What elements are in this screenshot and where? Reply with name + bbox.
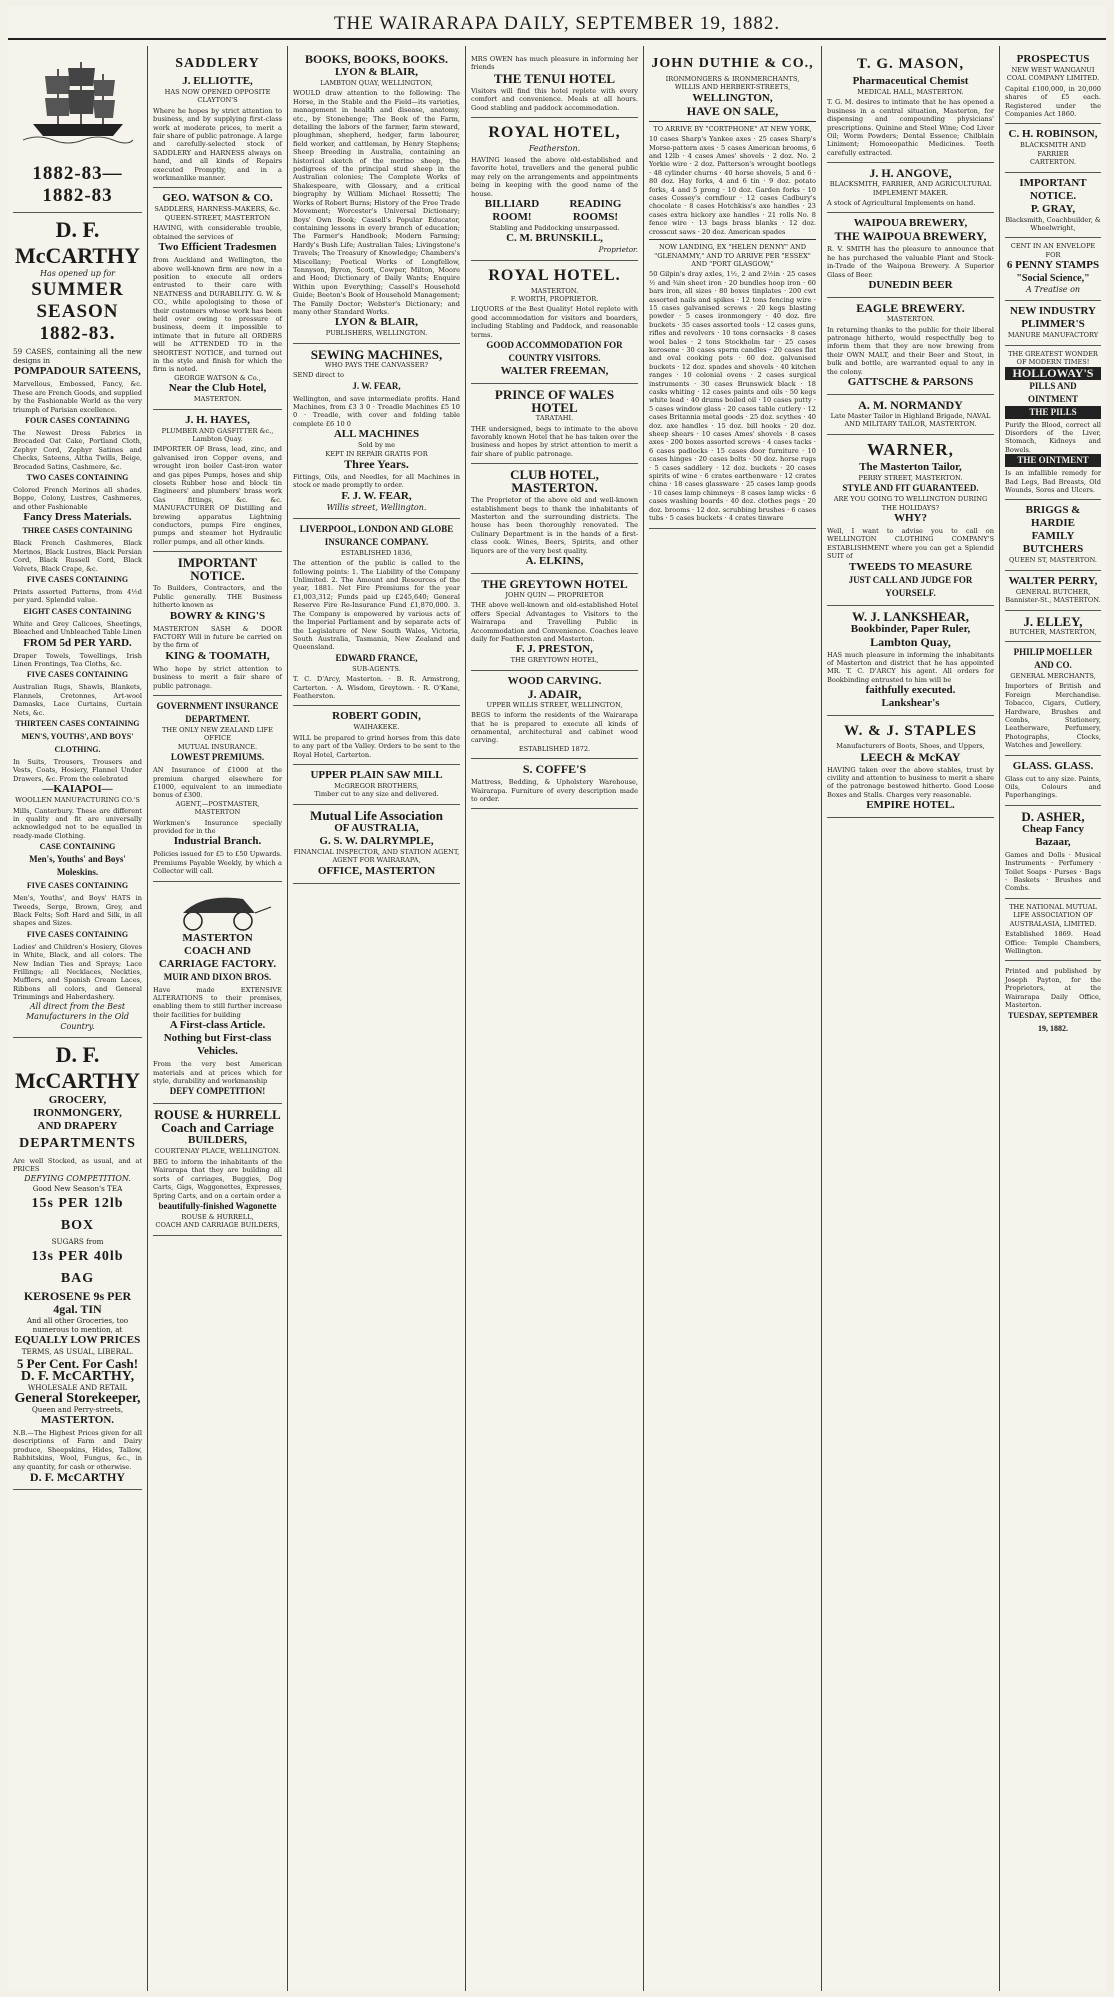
mutual-insurance: MUTUAL INSURANCE. xyxy=(177,742,258,751)
lyon-blair-2: LYON & BLAIR, xyxy=(334,316,419,329)
billiard-room: BILLIARD ROOM! xyxy=(484,198,540,224)
coach-title: MASTERTON xyxy=(182,931,253,944)
royal-hotel-featherston: ROYAL HOTEL, xyxy=(488,124,621,142)
tweeds-measure: TWEEDS TO MEASURE xyxy=(848,560,973,573)
king-toomath: KING & TOOMATH, xyxy=(165,649,270,662)
woollen-text: WOOLLEN MANUFACTURING CO.'S xyxy=(15,796,140,805)
storekeeper: General Storekeeper, xyxy=(14,1390,141,1406)
angove-blacksmith: BLACKSMITH, FARRIER, AND AGRICULTURAL IMPLEMENT MAKER. xyxy=(829,180,992,197)
gov-insurance: GOVERNMENT INSURANCE DEPARTMENT. xyxy=(156,700,279,724)
to-arrive: TO ARRIVE BY "CORTPHONE" AT NEW YORK, xyxy=(653,124,812,133)
grocery: GROCERY, xyxy=(48,1093,107,1106)
the-pills: THE PILLS xyxy=(1005,406,1101,419)
kept-repair: KEPT IN REPAIR GRATIS FOR xyxy=(325,449,428,458)
greytown-hotel-2: THE GREYTOWN HOTEL, xyxy=(510,656,599,665)
rouse-hurrell: ROUSE & HURRELL xyxy=(154,1107,281,1123)
proprietor: Proprietor. xyxy=(598,245,638,255)
wholesale-text: WHOLESALE AND RETAIL xyxy=(27,1382,128,1392)
terms-text: TERMS, AS USUAL, LIBERAL. xyxy=(21,1347,134,1357)
willis-street: Willis street, Wellington. xyxy=(326,502,427,512)
wood-carving: WOOD CARVING. xyxy=(507,674,602,687)
defy-competition: DEFY COMPETITION! xyxy=(169,1086,266,1097)
the-ointment: THE OINTMENT xyxy=(1005,454,1101,467)
agent-wairarapa: AGENT FOR WAIRARAPA, xyxy=(332,856,421,865)
elley-name: J. ELLEY, xyxy=(1023,613,1083,629)
sewing-heading: SEWING MACHINES, xyxy=(310,346,443,362)
column-4: MRS OWEN has much pleasure in informing her friends THE TENUI HOTEL Visitors will find this hotel replete with every comfort and convenience. Meals at all hours. Good stabling and paddock accommodation. ROYAL HOTEL, Featherston. HAVING leased the above old-established and favorite hotel, travellers and the general public may rely on the arrangements and appointments being in keeping with the good name of the house. BILLIARD ROOM! READING ROOMS! Stabling and Paddocking unsurpassed. C. M. BRUNSKILL, Proprietor. ROYAL HOTEL. MASTERTON. F. WORTH, PROPRIETOR. LIQUORS of the Best Quality! Hotel replete with good accommodation for visitors and boarders, including Stabling and Paddock, and reasonable terms. GOOD ACCOMMODATION FOR COUNTRY VISITORS. WALTER FREEMAN, PRINCE OF WALES HOTEL TARATAHI. THE undersigned, begs to intimate to the above favorably known Hotel that he has taken over the business and hopes by strict attention to merit a fair share of public patronage. CLUB HOTEL, MASTERTON. The Proprietor of the above old and well-known establishment begs to thank the inhabitants of Masterton and the surrounding districts. The house has been thoroughly renovated. The Culinary Department is in the hands of a first-class cook. Wines, Beers, Spirits, and other liquors are of the very best quality. A. ELKINS, THE GREYTOWN HOTEL JOHN QUIN — PROPRIETOR THE above well-known and old-established Hotel offers Special Advantages to Visitors to the Wairarapa and Travelling Public in Accommodation and Convenience. Coaches leave daily for Featherston and Masterton. F. J. PRESTON, THE GREYTOWN HOTEL, WOOD CARVING. J. ADAIR, UPPER WILLIS STREET, WELLINGTON, BEGS to inform the residents of the Wairarapa that he is prepared to execute all kinds of ornamental, architectural and cabinet wood carving. ESTABLISHED 1872. S. COFFE'S Mattress, Bedding, & Upholstery Warehouse, Wairarapa. Furniture of every description made to order. xyxy=(466,46,644,1991)
two-cases: TWO CASES CONTAINING xyxy=(26,473,129,483)
medical-hall: MEDICAL HALL, MASTERTON. xyxy=(857,88,964,96)
column-7: PROSPECTUS NEW WEST WANGANUI COAL COMPANY LIMITED. Capital £100,000, in 20,000 shares of £5 each. Registered under the Companies Act 1860. C. H. ROBINSON, BLACKSMITH AND FARRIER CARTERTON. IMPORTANT NOTICE. P. GRAY, Blacksmith, Coachbuilder, & Wheelwright, CENT IN AN ENVELOPE FOR 6 PENNY STAMPS "Social Science," A Treatise on NEW INDUSTRY PLIMMER'S MANURE MANUFACTORY THE GREATEST WONDER OF MODERN TIMES! HOLLOWAY'S PILLS AND OINTMENT THE PILLS Purify the Blood, correct all Disorders of the Liver, Stomach, Kidneys and Bowels. THE OINTMENT Is an infallible remedy for Bad Legs, Bad Breasts, Old Wounds, Sores and Ulcers. BRIGGS & HARDIE FAMILY BUTCHERS QUEEN ST, MASTERTON. WALTER PERRY, GENERAL BUTCHER, Bannister-St., MASTERTON. J. ELLEY, BUTCHER, MASTERTON, PHILIP MOELLER AND CO. GENERAL MERCHANTS, Importers of British and Foreign Merchandise. Tobacco, Cigars, Cutlery, Hardware, Brushes and Combs, Stationery, Leatherware, Perfumery, Photographs, Clocks, Watches and Jewellery. GLASS. GLASS. Glass cut to any size. Paints, Oils, Colours and Paperhangings. D. ASHER, Cheap Fancy Bazaar, Games and Dolls · Musical Instruments · Perfumery · Toilet Soaps · Purses · Bags · Baskets · Brushes and Combs. THE NATIONAL MUTUAL LIFE ASSOCIATION OF AUSTRALASIA, LIMITED. Established 1869. Head Office: Temple Chambers, Wellington. Printed and published by Joseph Payton, for the Proprietors, at the Wairarapa Daily Office, Masterton. TUESDAY, SEPTEMBER 19, 1882. xyxy=(1000,46,1106,1991)
manure-factory: MANURE MANUFACTORY xyxy=(1007,331,1099,340)
years-heading: 1882-83—1882-83 xyxy=(32,163,123,206)
preston: F. J. PRESTON, xyxy=(516,643,593,656)
owen-intro: MRS OWEN has much pleasure in informing her friends xyxy=(471,55,638,72)
newspaper-page xyxy=(8,6,1106,1991)
quin-proprietor: JOHN QUIN — PROPRIETOR xyxy=(505,590,604,599)
kerosene-price: KEROSENE 9s PER 4gal. TIN xyxy=(23,1288,132,1316)
mutual-life: Mutual Life Association xyxy=(310,807,443,823)
coach-builders: Coach and Carriage xyxy=(161,1120,274,1136)
hayes-name: J. H. HAYES, xyxy=(185,413,250,426)
fear-name-2: F. J. W. FEAR, xyxy=(341,489,412,502)
penny-stamps: 6 PENNY STAMPS xyxy=(1006,259,1100,272)
leech-mckay: LEECH & McKAY xyxy=(860,749,961,764)
tenui-hotel: THE TENUI HOTEL xyxy=(493,70,616,86)
plimmer: PLIMMER'S xyxy=(1021,318,1085,331)
saddlers-text: SADDLERS, HARNESS-MAKERS, &c. xyxy=(154,205,281,214)
dalrymple: G. S. W. DALRYMPLE, xyxy=(319,834,434,847)
duthie-wellington: WELLINGTON, xyxy=(692,91,773,104)
lowest-premiums: LOWEST PREMIUMS. xyxy=(170,752,265,763)
four-cases: FOUR CASES CONTAINING xyxy=(25,416,130,426)
town-text: MASTERTON. xyxy=(40,1413,115,1426)
holloways: HOLLOWAY'S xyxy=(1005,367,1101,380)
departments: DEPARTMENTS xyxy=(19,1135,136,1151)
lambton-quay: LAMBTON QUAY, WELLINGTON, xyxy=(320,79,433,87)
carterton: CARTERTON. xyxy=(1030,158,1076,167)
willis-herbert: WILLIS AND HERBERT-STREETS, xyxy=(674,83,791,92)
bookbinder: Bookbinder, Paper Ruler, xyxy=(850,622,971,635)
discount-text: 5 Per Cent. For Cash! xyxy=(16,1355,139,1371)
reading-rooms: READING ROOMS! xyxy=(569,198,622,224)
upper-plain: UPPER PLAIN SAW MILL xyxy=(310,768,443,781)
rouse-hurrell-2: ROUSE & HURRELL, xyxy=(181,1212,254,1221)
robinson-name: C. H. ROBINSON, xyxy=(1008,128,1098,141)
publishers: PUBLISHERS, WELLINGTON. xyxy=(325,329,428,338)
gattsche-parsons: GATTSCHE & PARSONS xyxy=(847,375,974,388)
pompadour-heading: POMPADOUR SATEENS, xyxy=(14,365,141,378)
dunedin-beer: DUNEDIN BEER xyxy=(868,279,953,292)
moleskins: Men's, Youths' and Boys' Moleskins. xyxy=(29,854,126,878)
defying-text: DEFYING COMPETITION. xyxy=(24,1173,131,1183)
coach-builders-full: COACH AND CARRIAGE BUILDERS, xyxy=(155,1221,280,1230)
iron-merchants: IRONMONGERS & IRONMERCHANTS, xyxy=(665,75,800,83)
sub-agents: SUB-AGENTS. xyxy=(352,664,401,673)
freeman: WALTER FREEMAN, xyxy=(500,365,609,378)
good-accommodation: GOOD ACCOMMODATION FOR COUNTRY VISITORS. xyxy=(486,340,623,364)
column-1: 1882-83—1882-83 D. F. McCARTHY Has opened up for SUMMER SEASON 1882-83. 59 CASES, containing all the new designs in POMPADOUR SATEENS, Marvellous, Embossed, Fancy, &c. These are French Goods, and supplied by the Fashionable World as the very triumph of Parisian excellence. FOUR CASES CONTAINING The Newest Dress Fabrics in Brocaded Oat Cake, Portland Cloth, Zephyr Cord, Zephyr Satines and Checks, Sateens, Altha Twills, Beige, Brocaded Satins, Cashmere, &c. TWO CASES CONTAINING Colored French Merinos all shades, Boppe, Colony, Lustres, Cashmeres, and other Fashionable Fancy Dress Materials. THREE CASES CONTAINING Black French Cashmeres, Black Merinos, Black Lustres, Black Persian Cord, Black Russell Cord, Black Velvets, Black Crape, &c. FIVE CASES CONTAINING Prints assorted Patterns, from 4½d per yard. Splendid value. EIGHT CASES CONTAINING White and Grey Calicoes, Sheetings, Bleached and Unbleached Table Linen FROM 5d PER YARD. Draper Towels, Towellings, Irish Linen Frontings, Tea Cloths, &c. FIVE CASES CONTAINING Australian Rugs, Shawls, Blankets, Flannels, Cretonnes, Art-wool Damasks, Lace Curtains, Curtain Nets, &c. THIRTEEN CASES CONTAINING MEN'S, YOUTHS', AND BOYS' CLOTHING. In Suits, Trousers, Trousers and Vests, Coats, Hosiery, Flannel Under Drawers, &c. From the celebrated —KAIAPOI— WOOLLEN MANUFACTURING CO.'S Mills, Canterbury. These are different in quality and fit are universally acknowledged not to be equalled in ready-made Clothing. CASE CONTAINING Men's, Youths' and Boys' Moleskins. FIVE CASES CONTAINING Men's, Youths', and Boys' HATS in Tweeds, Serge, Brown, Grey, and Black Felts; Soft Hard and Silk, in all shapes and Sizes. FIVE CASES CONTAINING Ladies' and Children's Hosiery, Gloves in White, Black, and all colors. The New Indian Ties and Sprays; Lace Frillings; all Necklaces, Neckties, Mufflers, and Spanish Cream Laces, Ribbons all colors, and General Trimmings and Haberdashery. All direct from the Best Manufacturers in the Old Country. D. F. McCARTHY GROCERY, IRONMONGERY, AND DRAPERY DEPARTMENTS Are well Stocked, as usual, and at PRICES DEFYING COMPETITION. Good New Season's TEA 15s PER 12lb BOX SUGARS from 13s PER 40lb BAG KEROSENE 9s PER 4gal. TIN And all other Groceries, too numerous to mention, at EQUALLY LOW PRICES TERMS, AS USUAL, LIBERAL. 5 Per Cent. For Cash! D. F. McCARTHY, WHOLESALE AND RETAIL General Storekeeper, Queen and Perry-streets, MASTERTON. N.B.—The Highest Prices given for all descriptions of Farm and Dairy produce, Sheepskins, Hides, Tallow, Rabbitskins, Wool, Fungus, &c., in any quantity, for cash or otherwise. D. F. McCARTHY xyxy=(8,46,148,1991)
carriage-illustration xyxy=(153,886,282,932)
cases-text: 59 CASES, containing all the new designs in xyxy=(13,347,142,366)
ship-illustration xyxy=(13,49,142,159)
workmen-text: Workmen's Insurance specially provided for in the xyxy=(153,818,282,835)
mcgregor: McGREGOR BROTHERS, xyxy=(334,781,419,790)
treatise: A Treatise on xyxy=(1025,285,1081,295)
national-mutual: THE NATIONAL MUTUAL LIFE ASSOCIATION OF AUSTRALASIA, LIMITED. xyxy=(1009,902,1097,928)
industrial-branch: Industrial Branch. xyxy=(173,835,262,848)
only-office: THE ONLY NEW ZEALAND LIFE OFFICE xyxy=(162,725,273,743)
australia: OF AUSTRALIA, xyxy=(334,821,419,834)
faithfully-executed: faithfully executed. xyxy=(865,684,956,697)
five-cases: FIVE CASES CONTAINING xyxy=(26,574,129,584)
streets-text: Queen and Perry-streets, xyxy=(31,1404,124,1414)
warner-name: WARNER, xyxy=(867,439,954,459)
mccarthy-name-2: D. F. McCARTHY xyxy=(14,1041,141,1093)
mccarthy-name-3: D. F. McCARTHY, xyxy=(20,1368,135,1384)
office-masterton: OFFICE, MASTERTON xyxy=(317,864,436,877)
elliotte-name: J. ELLIOTTE, xyxy=(182,75,253,87)
prince-of-wales-hotel: PRINCE OF WALES HOTEL xyxy=(494,387,615,416)
plumber-title: PLUMBER AND GASFITTER &c., Lambton Quay. xyxy=(161,426,274,443)
beautifully-finished: beautifully-finished Wagonette xyxy=(158,1200,277,1211)
column-2: SADDLERY J. ELLIOTTE, HAS NOW OPENED OPPOSITE CLAYTON'S Where he hopes by strict attention to business, and by supplying first-class work at moderate prices, to merit a fair share of public patronage. A large and carefully-selected stock of SADDLERY and HARNESS always on hand, and all kinds of Repairs executed Promptly, and in a workmanlike manner. GEO. WATSON & CO. SADDLERS, HARNESS-MAKERS, &c. QUEEN-STREET, MASTERTON HAVING, with considerable trouble, obtained the services of Two Efficient Tradesmen from Auckland and Wellington, the above well-known firm are now in a position to execute all orders entrusted to their care with NEATNESS and DURABILITY. G. W. & CO., while apologising to those of their customers whose work has been held over owing to pressure of business, deem it impossible to intimate that in future all ORDERS will be ATTENDED TO in the SHORTEST NOTICE, and turned out in the style and finish for which the firm is noted. GEORGE WATSON & Co., Near the Club Hotel, MASTERTON. J. H. HAYES, PLUMBER AND GASFITTER &c., Lambton Quay. IMPORTER OF Brass, lead, zinc, and galvanised iron Copper ovens, and wrought iron boiler Cast-iron water and gas pipes Pumps, hoses and ship closets Rubber hose and block tin Engineers' and plumbers' brass work Gas fittings, &c. &c. MANUFACTURER OF Distilling and brewing apparatus Lightning conductors, pumps Fire engines, pumps and steamer hot Hydraulic roller pumps, and all other kinds. IMPORTANT NOTICE. To Builders, Contractors, and the Public generally. THE Business hitherto known as BOWRY & KING'S MASTERTON SASH & DOOR FACTORY Will in future be carried on by the firm of KING & TOOMATH, Who hope by strict attention to business to merit a fair share of public patronage. GOVERNMENT INSURANCE DEPARTMENT. THE ONLY NEW ZEALAND LIFE OFFICE MUTUAL INSURANCE. LOWEST PREMIUMS. AN Insurance of £1000 at the premium charged elsewhere for £1000, equivalent to an immediate bonus of £300. AGENT,—POSTMASTER, MASTERTON Workmen's Insurance specially provided for in the Industrial Branch. Policies issued for £5 to £50 Upwards. Premiums Payable Weekly, by which a Collector will call. MASTERTON COACH AND CARRIAGE FACTORY. MUIR AND DIXON BROS. Have made EXTENSIVE ALTERATIONS to their premises, enabling them to still further increase their facilities for building A First-class Article. Nothing but First-class Vehicles. From the very best American materials and at prices which for style, durability and workmanship DEFY COMPETITION! ROUSE & HURRELL Coach and Carriage BUILDERS, COURTENAY PLACE, WELLINGTON. BEG to inform the inhabitants of the Wairarapa that they are building all sorts of carriages, Buggies, Dog Carts, Gigs, Waggonettes, Expresses, Spring Carts, and on a certain order a beautifully-finished Wagonette ROUSE & HURRELL, COACH AND CARRIAGE BUILDERS, xyxy=(148,46,288,1991)
important-notice: IMPORTANT NOTICE. xyxy=(177,555,258,584)
three-cases: THREE CASES CONTAINING xyxy=(22,526,133,536)
duthie-name: JOHN DUTHIE & CO., xyxy=(651,56,814,71)
calicoes-text: White and Grey Calicoes, Sheetings, Bleached and Unbleached Table Linen xyxy=(13,619,142,637)
agent-postmaster: AGENT,—POSTMASTER, MASTERTON xyxy=(175,799,260,817)
eagle-brewery: EAGLE BREWERY. xyxy=(856,301,965,316)
liverpool-insurance: LIVERPOOL, LONDON AND GLOBE INSURANCE COMPANY. xyxy=(299,523,454,547)
glass-heading: GLASS. GLASS. xyxy=(1012,759,1094,772)
why: WHY? xyxy=(894,511,927,524)
books-heading: BOOKS, BOOKS, BOOKS. xyxy=(304,52,449,66)
courtenay-place: COURTENAY PLACE, WELLINGTON. xyxy=(154,1147,281,1156)
new-industry: NEW INDUSTRY xyxy=(1010,305,1096,318)
edward-france: EDWARD FRANCE, xyxy=(335,652,418,663)
normandy-name: A. M. NORMANDY xyxy=(858,397,963,412)
walter-perry: WALTER PERRY, xyxy=(1008,574,1098,587)
brewery-heading: WAIPOUA BREWERY, xyxy=(853,217,968,230)
lyon-blair: LYON & BLAIR, xyxy=(334,66,419,78)
upper-willis: UPPER WILLIS STREET, WELLINGTON, xyxy=(486,700,623,709)
worth-proprietor: F. WORTH, PROPRIETOR. xyxy=(510,295,599,304)
mccarthy-name: D. F. McCARTHY xyxy=(14,217,141,268)
social-science: "Social Science," xyxy=(1016,273,1090,285)
going-wellington: ARE YOU GOING TO WELLINGTON DURING THE HOLIDAYS? xyxy=(833,495,988,512)
angove-name: J. H. ANGOVE, xyxy=(869,166,952,181)
first-class-vehicles: Nothing but First-class Vehicles. xyxy=(163,1032,272,1058)
royal-hotel-masterton: ROYAL HOTEL. xyxy=(488,266,621,284)
club-hotel-text: Near the Club Hotel, xyxy=(168,382,267,395)
coach-factory: COACH AND CARRIAGE FACTORY. xyxy=(158,944,277,970)
greatest-wonder: THE GREATEST WONDER OF MODERN TIMES! xyxy=(1008,349,1098,367)
cent-envelope: CENT IN AN ENVELOPE FOR xyxy=(1010,242,1096,259)
general-merchants: GENERAL MERCHANTS, xyxy=(1010,671,1096,680)
clothing-heading: THIRTEEN CASES CONTAINING MEN'S, YOUTHS', AND BOYS' CLOTHING. xyxy=(15,718,140,754)
fancy-heading: Fancy Dress Materials. xyxy=(23,511,132,524)
elley-butcher: BUTCHER, MASTERTON, xyxy=(1009,627,1097,636)
lankshear-lambton: Lambton Quay, xyxy=(870,634,951,649)
lankshears: Lankshear's xyxy=(881,697,940,710)
judge-yourself: JUST CALL AND JUDGE FOR YOURSELF. xyxy=(848,574,973,598)
saddlery-heading: SADDLERY xyxy=(175,56,260,71)
empire-hotel: EMPIRE HOTEL. xyxy=(866,799,955,812)
mccarthy-signature: D. F. McCARTHY xyxy=(29,1469,126,1484)
opened-text: Has opened up for xyxy=(39,269,116,278)
gray-blacksmith: Blacksmith, Coachbuilder, & Wheelwright, xyxy=(1005,215,1101,233)
all-machines: ALL MACHINES xyxy=(333,428,420,441)
coffee: S. COFFE'S xyxy=(522,762,587,777)
season-heading: SUMMER SEASON xyxy=(31,279,124,322)
prospectus: PROSPECTUS xyxy=(1016,53,1090,65)
queen-street: QUEEN-STREET, MASTERTON xyxy=(164,213,271,222)
now-landing: NOW LANDING, EX "HELEN DENNY" AND "GLENAMMY," AND TO ARRIVE PER "ESSEX" AND "PORT GLASGOW," xyxy=(654,243,811,268)
gray-name: P. GRAY, xyxy=(1030,202,1076,215)
greytown-hotel: THE GREYTOWN HOTEL xyxy=(481,576,628,591)
moeller: PHILIP MOELLER AND CO. xyxy=(1013,646,1093,670)
boot-manufacturers: Manufacturers of Boots, Shoes, and Uppers, xyxy=(836,742,985,751)
season-years: 1882-83. xyxy=(39,323,116,344)
direct-text: All direct from the Best Manufacturers in the Old Country. xyxy=(25,1001,129,1031)
sugars-text: SUGARS from xyxy=(51,1236,104,1246)
masterton: MASTERTON. xyxy=(530,286,579,295)
drapery: AND DRAPERY xyxy=(37,1119,118,1132)
have-on-sale: HAVE ON SALE, xyxy=(686,103,779,118)
club-hotel: CLUB HOTEL, MASTERTON. xyxy=(510,467,599,496)
who-pays: WHO PAYS THE CANVASSER? xyxy=(324,360,429,369)
taratahi: TARATAHI. xyxy=(535,414,574,423)
bottom-date: TUESDAY, SEPTEMBER 19, 1882. xyxy=(1007,1011,1099,1034)
efficient-tradesmen: Two Efficient Tradesmen xyxy=(158,241,277,254)
brunskill: C. M. BRUNSKILL, xyxy=(506,232,603,245)
teas-text: Good New Season's TEA xyxy=(32,1183,123,1193)
watson-name: GEO. WATSON & CO. xyxy=(162,192,273,205)
featherston: Featherston. xyxy=(528,144,581,154)
column-5: JOHN DUTHIE & CO., IRONMONGERS & IRONMERCHANTS, WILLIS AND HERBERT-STREETS, WELLINGTON, HAVE ON SALE, TO ARRIVE BY "CORTPHONE" AT NEW YORK, 10 cases Sharp's Yankee axes · 25 cases Sharp's Morse-pattern axes · 5 cases American brooms, 6 and 12lb · 4 cases Ames' shovels · 2 doz. No. 2 Yorkie wire · 2 doz. Patterson's wrought bootlegs · 48 cylinder churns · 40 horse shovels, 5 and 6 · 80 doz. Hay forks, 4 and 6 tin · 9 doz. potato forks, 4 and 5 prong · 10 doz. Garden forks · 10 cases Cossey's cornflour · 12 cases Cadbury's chocolate · 8 cases Hotchkiss's axe handles · 23 cases extra hickory axe handles · 21 rolls No. 8 fence wire · 13 bags brass blanks · 12 doz. crosscut saws · 20 doz. American spades NOW LANDING, EX "HELEN DENNY" AND "GLENAMMY," AND TO ARRIVE PER "ESSEX" AND "PORT GLASGOW," 50 Gilpin's dray axles, 1½, 2 and 2½in · 25 cases ½ and ¾in sheet iron · 20 bundles hoop iron · 60 bars iron, all sizes · 80 boxes tinplates · 200 cwt assorted nails and spikes · 12 tons fencing wire · 15 cases galvanised screws · 20 kegs blasting powder · 5 cases ironmongery · 40 doz. fire buckets · 35 cases assorted tools · 12 cases guns, rifles and revolvers · 10 tons cornsacks · 8 cases wool bales · 2 tons Stockholm tar · 25 cases kerosene · 30 cases sperm candles · 20 cases flat and oval cooking pots · 60 doz. galvanised buckets · 12 doz. spades and shovels · 40 kitchen ranges · 10 colonial ovens · 2 cases surgical instruments · 30 cases Brunswick black · 18 casks whiting · 12 cases paints and oils · 50 kegs white lead · 40 drums boiled oil · 10 cases putty · 5 cases window glass · 20 cases table cutlery · 12 cases Britannia metal goods · 25 doz. scythes · 40 doz. axe handles · 15 doz. bill hooks · 20 doz. sheep shears · 10 cases Ames' shovels · 8 cases axes · 200 boxes assorted screws · 4 cases tacks · 6 cases padlocks · 15 cases door furniture · 10 cases hinges · 20 cases bolts · 50 doz. horse rugs · 5 cases saddlery · 12 doz. buckets · 20 cases spirits of wine · 6 crates earthenware · 12 crates china · 18 cases glassware · 25 cases lamp goods · 10 cases lamp chimneys · 8 cases lamp wicks · 6 cases washing boards · 40 doz. clothes pegs · 20 doz. brooms · 12 doz. scrubbing brushes · 6 cases tubs · 5 cases buckets · 4 crates tinware xyxy=(644,46,822,1991)
masthead xyxy=(8,6,1106,40)
elkins: A. ELKINS, xyxy=(525,554,584,567)
waihakeke: WAIHAKEKE. xyxy=(353,723,400,732)
mason-name: T. G. MASON, xyxy=(856,56,965,72)
robinson-blacksmith: BLACKSMITH AND FARRIER xyxy=(1020,141,1086,158)
muir-dixon: MUIR AND DIXON BROS. xyxy=(163,971,272,982)
lankshear-name: W. J. LANKSHEAR, xyxy=(852,608,969,624)
groceries-text: And all other Groceries, too numerous to mention, at xyxy=(26,1315,129,1335)
pharm-chemist: Pharmaceutical Chemist xyxy=(852,75,969,87)
pills-ointment: PILLS AND OINTMENT xyxy=(1027,380,1078,404)
established-1836: ESTABLISHED 1836, xyxy=(340,548,413,557)
godin-name: ROBERT GODIN, xyxy=(332,710,421,723)
bowry-king: BOWRY & KING'S xyxy=(169,609,266,622)
from-price: FROM 5d PER YARD. xyxy=(23,636,132,649)
equally-text: EQUALLY LOW PRICES xyxy=(14,1334,141,1347)
builders: BUILDERS, xyxy=(188,1134,247,1147)
fear-name: J. W. FEAR, xyxy=(352,380,401,391)
briggs-hardie: BRIGGS & HARDIE xyxy=(1025,504,1081,530)
column-6: T. G. MASON, Pharmaceutical Chemist MEDICAL HALL, MASTERTON. T. G. M. desires to intimate that he has opened a business in a central situation, Masterton, for dispensing and compounding physicians' prescriptions. Quinine and Steel Wine; Cod Liver Oil; Worm Powders; Dental Essence; Chilblain Liniment; Homoeopathic Medicines. Teeth carefully extracted. J. H. ANGOVE, BLACKSMITH, FARRIER, AND AGRICULTURAL IMPLEMENT MAKER. A stock of Agricultural Implements on hand. WAIPOUA BREWERY, THE WAIPOUA BREWERY, R. V. SMITH has the pleasure to announce that he has purchased the valuable Plant and Stock-in-Trade of the Waipoua Brewery. A Superior Glass of Beer. DUNEDIN BEER EAGLE BREWERY. MASTERTON. In returning thanks to the public for their liberal patronage hitherto, would respectfully beg to inform them that they are now brewing from their OWN MALT, and their Beer and Stout, in bulk and bottle, are warranted equal to any in the colony. GATTSCHE & PARSONS A. M. NORMANDY Late Master Tailor in Highland Brigade, NAVAL AND MILITARY TAILOR, MASTERTON. WARNER, The Masterton Tailor, PERRY STREET, MASTERTON. STYLE AND FIT GUARANTEED. ARE YOU GOING TO WELLINGTON DURING THE HOLIDAYS? WHY? Well, I want to advise you to call on WELLINGTON CLOTHING COMPANY'S ESTABLISHMENT where you can get a Splendid SUIT of TWEEDS TO MEASURE JUST CALL AND JUDGE FOR YOURSELF. W. J. LANKSHEAR, Bookbinder, Paper Ruler, Lambton Quay, HAS much pleasure in informing the inhabitants of Masterton and district that he has appointed MR. T. C. D'ARCY his agent. All orders for Bookbinding entrusted to him will be faithfully executed. Lankshear's W. & J. STAPLES Manufacturers of Boots, Shoes, and Uppers, LEECH & McKAY HAVING taken over the above stables, trust by civility and attention to business to merit a share of the patronage bestowed hitherto. Good Loose Boxes and Stalls. Charges very reasonable. EMPIRE HOTEL. xyxy=(822,46,1000,1991)
coal-company: NEW WEST WANGANUI COAL COMPANY LIMITED. xyxy=(1006,66,1100,83)
fancy-bazaar: Cheap Fancy Bazaar, xyxy=(1021,822,1085,848)
kaiapoi-heading: —KAIAPOI— xyxy=(42,783,113,796)
masterton-tailor: The Masterton Tailor, xyxy=(859,460,962,473)
asher-name: D. ASHER, xyxy=(1021,808,1085,824)
family-butchers: FAMILY BUTCHERS xyxy=(1022,530,1084,556)
important-notice-2: IMPORTANT NOTICE. xyxy=(1019,176,1087,202)
waipoua-brewery: THE WAIPOUA BREWERY, xyxy=(834,229,987,244)
opposite-text: HAS NOW OPENED OPPOSITE CLAYTON'S xyxy=(164,88,271,105)
style-fit: STYLE AND FIT GUARANTEED. xyxy=(842,483,979,494)
masthead-title: THE WAIRARAPA DAILY, SEPTEMBER 19, 1882. xyxy=(333,13,781,34)
financial-inspector: FINANCIAL INSPECTOR, AND STATION AGENT, xyxy=(293,847,460,856)
column-3: BOOKS, BOOKS, BOOKS. LYON & BLAIR, LAMBTON QUAY, WELLINGTON, WOULD draw attention to the following: The Horse, in the Stable and the Field—its varieties, management in health and disease, anatomy, etc., by Stonehenge; The Book of the Farm, detailing the labors of the farmer, farm steward, ploughman, shepherd, hedger, farm labourer, field worker, and cattleman, by Henry Stephens; Sheep Breeding in Australia, containing an historical sketch of the merino sheep, the pedigrees of the principal stud sheep in the Australian colonies; The Complete Works of Shakespeare, with Glossary, and a critical biography by William Michael Rossetti; The Works of Robert Burns; History of the Free Trade Movement; Worcester's Universal Dictionary; Boys' Own Book; Cassell's Popular Educator, containing lessons in every branch of education; The Farmer's Handbook; Modern Farming; Hardy's Bush Life; Australian Tales; Livingstone's Travels; The Treasury of Knowledge; Chambers's Miscellany; Poetical Works of Longfellow, Tennyson, Byron, Scott, Cowper, Milton, Moore and Hood; Dictionary of Daily Wants; Enquire Within upon Everything; Cassell's Household Guide; Beeton's Book of Household Management; The Family Doctor; Webster's Dictionary; and many other Standard Works. LYON & BLAIR, PUBLISHERS, WELLINGTON. SEWING MACHINES, WHO PAYS THE CANVASSER? SEND direct to J. W. FEAR, Wellington, and save intermediate profits. Hand Machines, from £3 3 0 · Treadle Machines £5 10 0 · Treadle, with cover and folding table complete £6 10 0 ALL MACHINES Sold by me KEPT IN REPAIR GRATIS FOR Three Years. Fittings, Oils, and Needles, for all Machines in stock or made promptly to order. F. J. W. FEAR, Willis street, Wellington. LIVERPOOL, LONDON AND GLOBE INSURANCE COMPANY. ESTABLISHED 1836, The attention of the public is called to the following points: 1. The Liability of the Company Unlimited. 2. The Amount and Resources of the year, 1881. Net Fire Premiums for the year £1,003,312; Funds paid up £245,640; General Reserve Fire Re-Insurance Fund £1,870,000. 3. The Company is empowered by various acts of the Imperial Parliament and by separate acts of the Legislature of New South Wales, Victoria, South Australia, Tasmania, New Zealand and Queensland. EDWARD FRANCE, SUB-AGENTS. T. C. D'Arcy, Masterton. · B. R. Armstrong, Carterton. · A. Wisdom, Greytown. · R. O'Kane, Featherston. ROBERT GODIN, WAIHAKEKE. WILL be prepared to grind horses from this date to any part of the Valley. Orders to be sent to the Royal Hotel, Carterton. UPPER PLAIN SAW MILL McGREGOR BROTHERS, Timber cut to any size and delivered. Mutual Life Association OF AUSTRALIA, G. S. W. DALRYMPLE, FINANCIAL INSPECTOR, AND STATION AGENT, AGENT FOR WAIRARAPA, OFFICE, MASTERTON xyxy=(288,46,466,1991)
three-years: Three Years. xyxy=(344,457,409,472)
sugar-price: 13s PER 40lb BAG xyxy=(31,1248,124,1286)
eight-cases: EIGHT CASES CONTAINING xyxy=(23,606,132,616)
staples-name: W. & J. STAPLES xyxy=(844,723,977,740)
adair: J. ADAIR, xyxy=(527,686,582,701)
first-class-article: A First-class Article. xyxy=(169,1019,266,1032)
columns xyxy=(8,46,1106,1991)
est-1872: ESTABLISHED 1872. xyxy=(518,744,591,753)
tea-price: 15s PER 12lb BOX xyxy=(31,1195,124,1233)
ironmongery: IRONMONGERY, xyxy=(33,1106,122,1119)
